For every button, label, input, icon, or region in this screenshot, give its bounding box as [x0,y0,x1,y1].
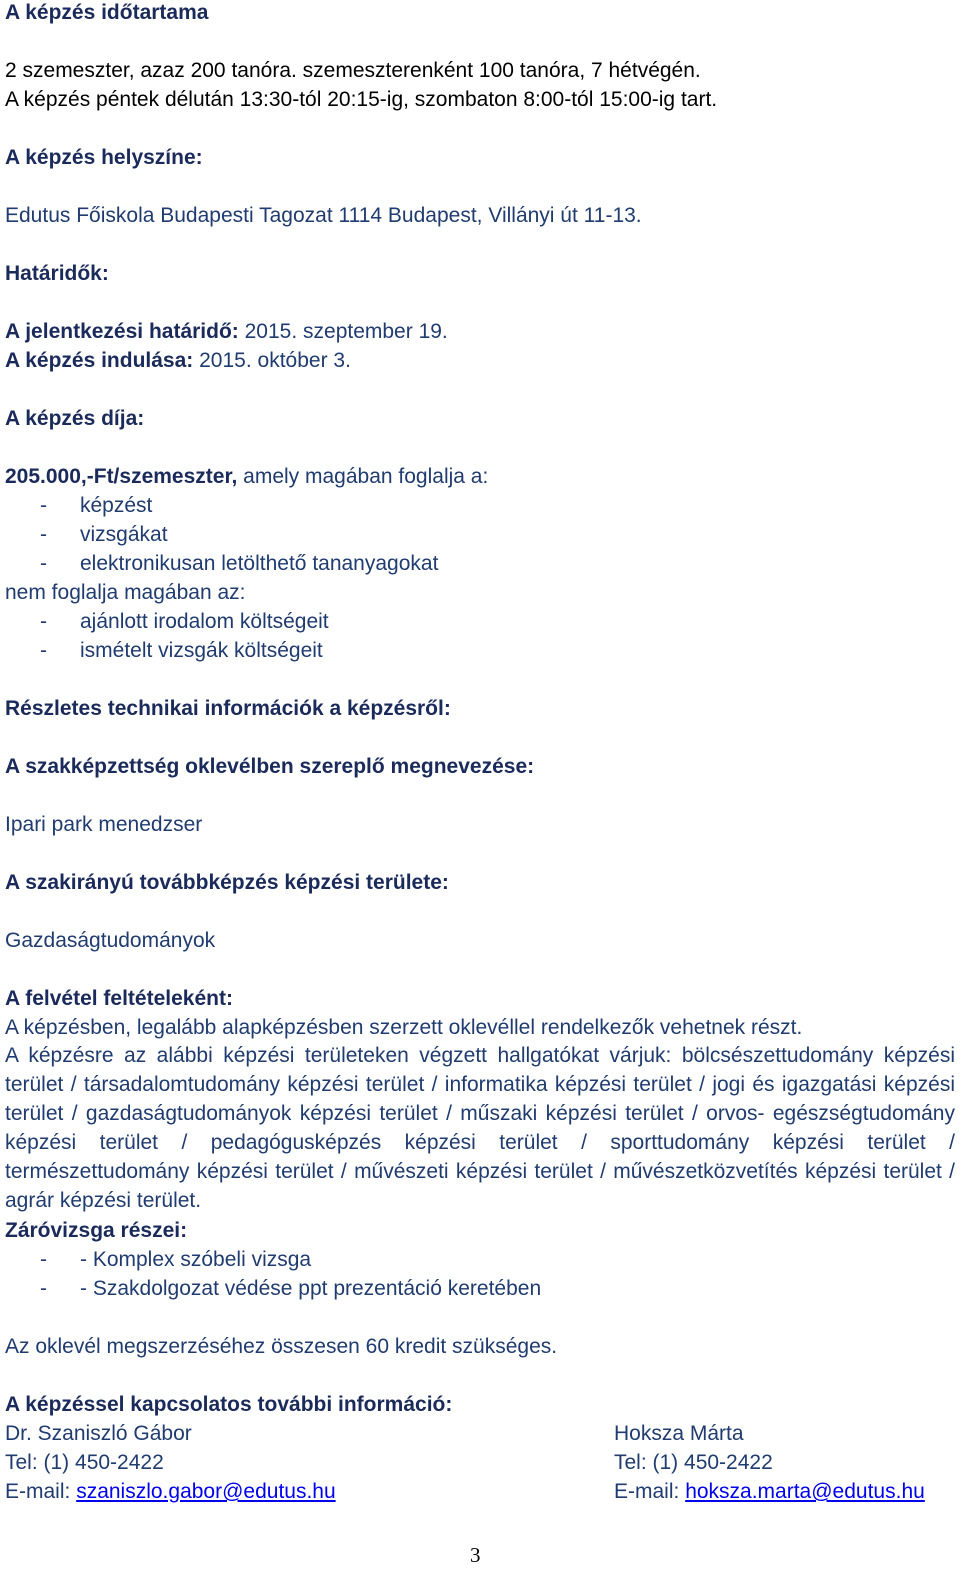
qualification-value: Ipari park menedzser [5,813,203,836]
duration-line-2: A képzés péntek délután 13:30-tól 20:15-ig, szombaton 8:00-tól 15:00-ig tart. [5,88,718,111]
bullet-dash: - [40,1248,47,1271]
final-exam-item: - Komplex szóbeli vizsga [80,1248,312,1271]
contact-email-link[interactable]: szaniszlo.gabor@edutus.hu [76,1480,336,1503]
contact-email-row [5,1479,336,1505]
contact-tel: Tel: (1) 450-2422 [5,1451,164,1474]
contact-name: Dr. Szaniszló Gábor [5,1422,192,1445]
section-heading-final-exam: Záróvizsga részei: [5,1219,188,1242]
section-heading-field: A szakirányú továbbképzés képzési területe: [5,871,449,894]
bullet-dash: - [40,1277,47,1300]
contact-email-row [614,1479,925,1505]
section-heading-fee: A képzés díja: [5,407,145,430]
fee-not-included-label: nem foglalja magában az: [5,581,246,604]
fee-included-item: elektronikusan letölthető tananyagokat [80,552,439,575]
bullet-dash: - [40,639,47,662]
admission-line-1: A képzésben, legalább alapképzésben szerzett oklevéllel rendelkezők vehetnek részt. [5,1016,803,1039]
bullet-dash: - [40,494,47,517]
credits-text: Az oklevél megszerzéséhez összesen 60 kredit szükséges. [5,1335,558,1358]
section-heading-location: A képzés helyszíne: [5,146,203,169]
fee-not-included-item: ismételt vizsgák költségeit [80,639,323,662]
page-number: 3 [470,1543,481,1567]
field-value: Gazdaságtudományok [5,929,216,952]
bullet-dash: - [40,523,47,546]
fee-amount: 205.000,-Ft/szemeszter, [5,465,238,488]
fee-line [5,464,488,490]
section-heading-admission: A felvétel feltételeként: [5,987,233,1010]
contact-tel: Tel: (1) 450-2422 [614,1451,773,1474]
bullet-dash: - [40,610,47,633]
final-exam-item: - Szakdolgozat védése ppt prezentáció keretében [80,1277,542,1300]
duration-line-1: 2 szemeszter, azaz 200 tanóra. szemeszterenként 100 tanóra, 7 hétvégén. [5,59,701,82]
deadline-apply-value: 2015. szeptember 19. [238,320,448,343]
section-heading-technical: Részletes technikai információk a képzésről: [5,697,451,720]
deadline-start-label: A képzés indulása: [5,349,194,372]
section-heading-deadlines: Határidők: [5,262,109,285]
fee-not-included-item: ajánlott irodalom költségeit [80,610,329,633]
contact-name: Hoksza Márta [614,1422,744,1445]
deadline-apply [5,319,448,345]
deadline-start [5,348,351,374]
deadline-start-value: 2015. október 3. [193,349,351,372]
location-text: Edutus Főiskola Budapesti Tagozat 1114 Budapest, Villányi út 11-13. [5,204,642,227]
contact-email-label: E-mail: [5,1480,77,1503]
contact-email-label: E-mail: [614,1480,686,1503]
bullet-dash: - [40,552,47,575]
section-heading-qualification: A szakképzettség oklevélben szereplő megnevezése: [5,755,535,778]
fee-included-item: képzést [80,494,153,517]
section-heading-contact: A képzéssel kapcsolatos további információ: [5,1393,453,1416]
fee-included-item: vizsgákat [80,523,168,546]
deadline-apply-label: A jelentkezési határidő: [5,320,239,343]
section-heading-duration: A képzés időtartama [5,1,209,24]
fee-intro: amely magában foglalja a: [237,465,489,488]
contact-email-link[interactable]: hoksza.marta@edutus.hu [685,1480,925,1503]
admission-paragraph: A képzésre az alábbi képzési területeken végzett hallgatókat várjuk: bölcsészettudomány képzési terület / társadalomtudomány képzési terület / informatika képzési terület / jogi és igazgatási képzési terület / gazdaságtudományok képzési terület / műszaki képzési terület / orvos- egészségtudomány képzési terület / pedagógusképzés képzési terület / sporttudomány képzési terület / természettudomány képzési terület / művészeti képzési terület / művészetközvetítés képzési terület / agrár képzési terület. [5,1044,955,1212]
